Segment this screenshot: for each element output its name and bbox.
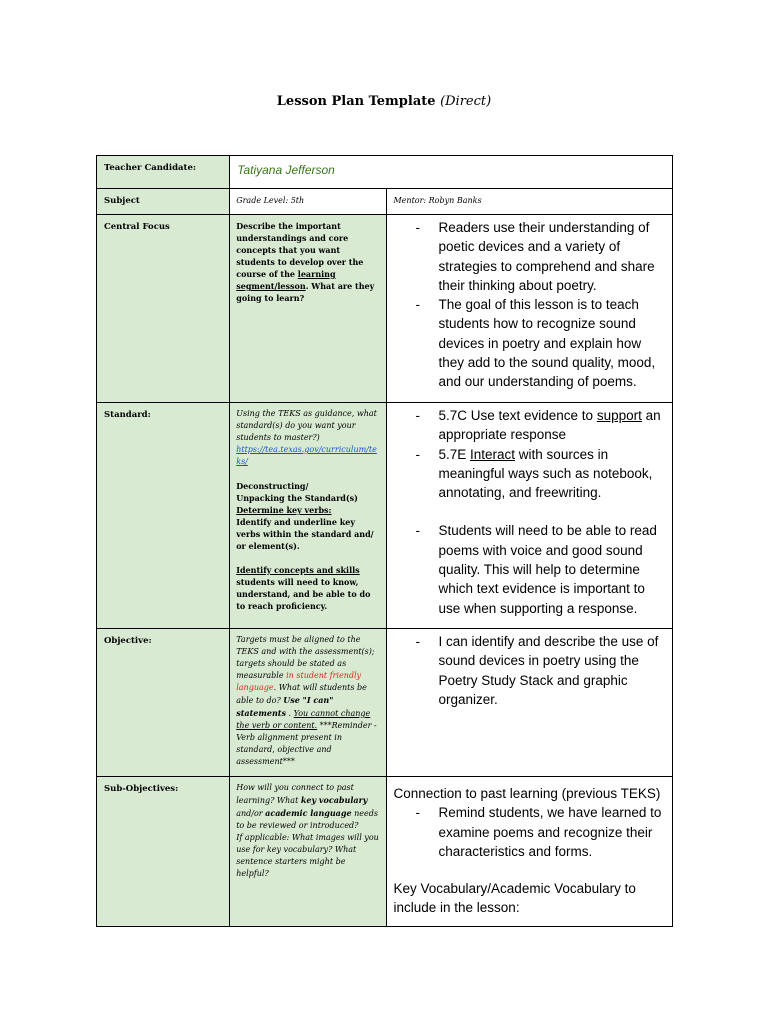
- central-guide: [230, 215, 386, 309]
- std-b1-underlined: support: [596, 408, 642, 423]
- obj-guide-bold: Use "I can" statements: [236, 695, 334, 718]
- standard-content: [387, 403, 672, 624]
- row-subject: [97, 189, 673, 215]
- row-teacher: [97, 156, 673, 189]
- subobj-guide-cell: [230, 777, 387, 927]
- standard-bullet: - Students will need to be able to read poems with voice and good sound quality. This will help to determine which text evidence is important to use when supporting a response.: [387, 521, 666, 617]
- standard-label-cell: [97, 403, 230, 629]
- sub-guide-bold-1: key vocabulary: [300, 795, 368, 805]
- central-guide-underlined: learning segment/lesson: [236, 269, 336, 291]
- subobj-content: [387, 777, 672, 924]
- subobj-bullet: - Remind students, we have learned to examine poems and recognize their characteristics and forms.: [387, 803, 666, 861]
- vocab-heading: Key Vocabulary/Academic Vocabulary to include in the lesson:: [393, 881, 636, 916]
- subobj-label: Sub-Objectives:: [104, 784, 179, 794]
- teacher-label-cell: [97, 156, 230, 189]
- teks-link[interactable]: https://tea.texas.gov/curriculum/teks/: [236, 445, 377, 466]
- obj-guide-1: Targets must be aligned to the TEKS and with the assessment(s); targets should be stated as measurable: [236, 635, 375, 680]
- standard-guide-cell: [230, 403, 387, 629]
- subobj-label-cell: [97, 777, 230, 927]
- grade-cell: [230, 189, 387, 215]
- standard-guide-intro: Using the TEKS as guidance, what standard(s) do you want your students to master?): [236, 409, 377, 442]
- central-label-cell: [97, 215, 230, 403]
- mentor: Mentor: Robyn Banks: [393, 196, 482, 205]
- objective-bullet: - I can identify and describe the use of sound devices in poetry using the Poetry Study Stack and graphic organizer.: [387, 632, 666, 709]
- objective-label: Objective:: [104, 636, 152, 646]
- standard-label: Standard:: [104, 410, 151, 420]
- teacher-name: Tatiyana Jefferson: [237, 163, 335, 177]
- central-guide-cell: [230, 215, 387, 403]
- page-title: [0, 94, 768, 109]
- obj-guide-3: .: [285, 709, 294, 718]
- row-objective: [97, 629, 673, 777]
- obj-guide-4: ***Reminder - Verb alignment present in standard, objective and assessment***: [236, 721, 377, 766]
- objective-guide: [230, 629, 386, 773]
- obj-guide-red: in student friendly language: [236, 671, 362, 692]
- concepts-heading: Identify concepts and skills: [236, 565, 360, 575]
- standard-guide: [230, 403, 386, 617]
- grade-level: Grade Level: 5th: [236, 196, 305, 205]
- central-guide-text-2: . What are they going to learn?: [236, 281, 375, 303]
- row-sub-objectives: [97, 777, 673, 927]
- central-bullet: - The goal of this lesson is to teach students how to recognize sound devices in poetry and explain how they add to the sound quality, mood, and our understanding of poems.: [387, 295, 666, 391]
- title-main: Lesson Plan Template: [276, 94, 436, 109]
- teacher-value-cell: [230, 156, 673, 189]
- objective-content: [387, 629, 672, 715]
- sub-guide-2: and/or: [236, 809, 266, 818]
- obj-guide-underlined: You cannot change the verb or content.: [236, 709, 371, 730]
- sub-guide-1: How will you connect to past learning? What: [236, 783, 354, 805]
- subobj-guide: [230, 777, 386, 885]
- connection-heading: Connection to past learning (previous TEKS): [393, 786, 661, 801]
- deconstruct-line-2: Unpacking the Standard(s): [236, 493, 358, 503]
- objective-guide-cell: [230, 629, 387, 777]
- obj-guide-2: . What will students be able to do?: [236, 683, 367, 705]
- sub-guide-3: needs to be reviewed or introduced?: [236, 809, 378, 830]
- central-bullet: - Readers use their understanding of poetic devices and a variety of strategies to comprehend and share their thinking about poetry.: [387, 218, 666, 295]
- standard-bullet: [387, 445, 666, 503]
- key-verbs-desc: Identify and underline key verbs within the standard and/ or element(s).: [236, 517, 374, 551]
- title-sub: (Direct): [440, 94, 492, 109]
- teacher-label: Teacher Candidate:: [104, 163, 197, 173]
- objective-label-cell: [97, 629, 230, 777]
- central-content: [387, 215, 672, 398]
- sub-guide-bold-2: academic language: [265, 808, 352, 818]
- objective-content-cell: [387, 629, 673, 777]
- central-guide-text-1: Describe the important understandings and core concepts that you want students to develop over the course of the: [236, 221, 364, 279]
- std-b1-post: an appropriate response: [438, 408, 661, 443]
- row-standard: [97, 403, 673, 629]
- central-content-cell: [387, 215, 673, 403]
- standard-bullet: [387, 406, 666, 445]
- central-label: Central Focus: [104, 222, 170, 232]
- deconstruct-line-1: Deconstructing/: [236, 481, 309, 491]
- std-b2-underlined: Interact: [470, 446, 516, 462]
- sub-guide-4: If applicable: What images will you use for key vocabulary? What sentence starters might be helpful?: [236, 833, 379, 878]
- std-b2-post: with sources in meaningful ways such as notebook, annotating, and freewriting.: [438, 446, 653, 501]
- row-central-focus: [97, 215, 673, 403]
- subject-label-cell: [97, 189, 230, 215]
- std-b1-pre: 5.7C Use text evidence to: [438, 408, 597, 423]
- mentor-cell: [387, 189, 673, 215]
- key-verbs-heading: Determine key verbs:: [236, 505, 332, 515]
- lesson-plan-table: [96, 155, 673, 927]
- concepts-desc: students will need to know, understand, and be able to do to reach proficiency.: [236, 577, 371, 611]
- standard-content-cell: [387, 403, 673, 629]
- subject-label: Subject: [104, 196, 140, 206]
- std-b2-pre: 5.7E: [438, 446, 471, 462]
- subobj-content-cell: [387, 777, 673, 927]
